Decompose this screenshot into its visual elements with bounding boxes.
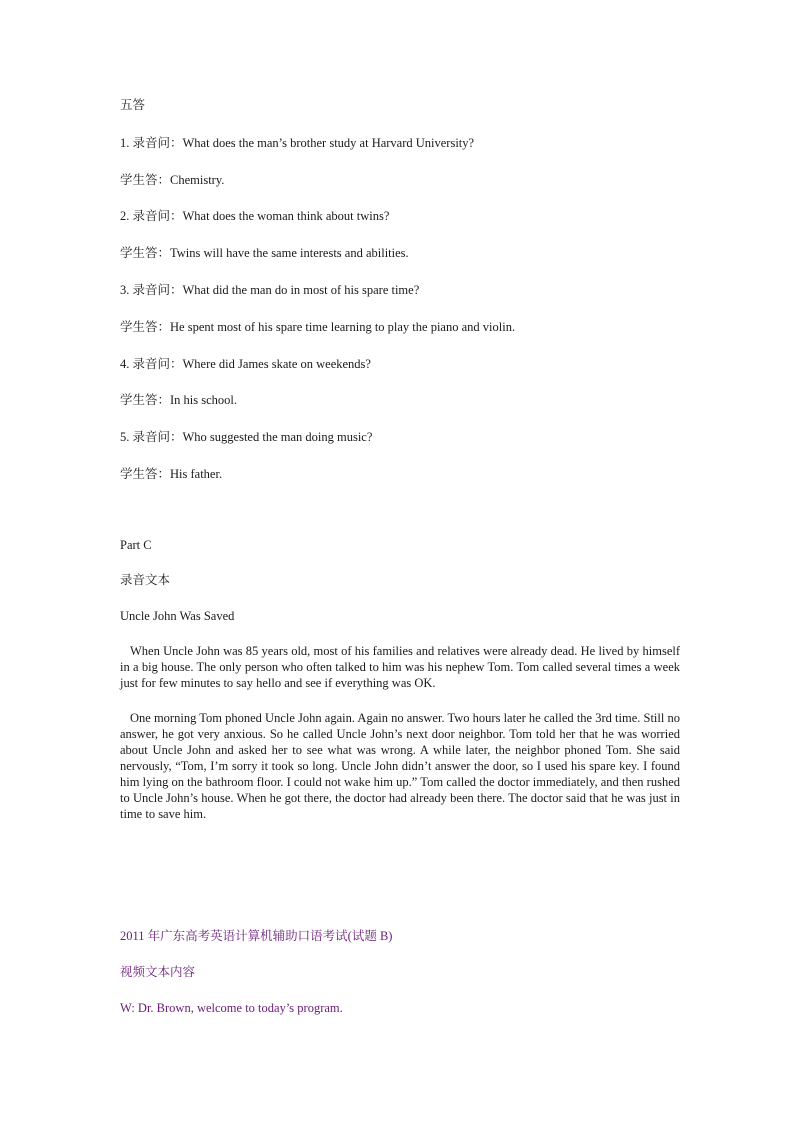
- story-paragraph-1-text: When Uncle John was 85 years old, most of his families and relatives were already dead. He lived by himself in a big house. The only person who often talked to him was his nephew Tom. Tom called several times a week just for few minutes to say hello and see if everything was OK.: [120, 644, 680, 690]
- story-paragraph-2-text: One morning Tom phoned Uncle John again. Again no answer. Two hours later he called the 3rd time. Still no answer, he got very anxious. So he called Uncle John’s next door neighbor. Tom told her that he was worried about Uncle John and asked her to see what was wrong. A while later, the neighbor phoned Tom. She said nervously, “Tom, I’m sorry it took so long. Uncle John didn’t answer the door, so I used his spare key. I found him lying on the bathroom floor. I could not wake him up.” Tom called the doctor immediately, and then rushed to Uncle John’s house. When he got there, the doctor had already been there. The doctor said that he was just in time to save him.: [120, 711, 680, 821]
- answer-5: 学生答：His father.: [120, 467, 223, 481]
- question-2: 2. 录音问：What does the woman think about twins?: [120, 209, 390, 223]
- question-1: 1. 录音问：What does the man’s brother study at Harvard University?: [120, 136, 475, 150]
- exam-subtitle: 视频文本内容: [120, 965, 196, 979]
- question-4: 4. 录音问：Where did James skate on weekends?: [120, 357, 371, 371]
- story-paragraph-1: [120, 643, 680, 691]
- exam-title: 2011 年广东高考英语计算机辅助口语考试(试题 B): [120, 929, 393, 943]
- question-5: 5. 录音问：Who suggested the man doing music?: [120, 430, 373, 444]
- story-title: Uncle John Was Saved: [120, 609, 235, 623]
- dialogue-line-1: W: Dr. Brown, welcome to today’s program.: [120, 1001, 343, 1015]
- answer-4: 学生答：In his school.: [120, 393, 238, 407]
- answer-1: 学生答：Chemistry.: [120, 173, 225, 187]
- section-heading: 五答: [120, 98, 146, 112]
- answer-3: 学生答：He spent most of his spare time learning to play the piano and violin.: [120, 320, 516, 334]
- answer-2: 学生答：Twins will have the same interests and abilities.: [120, 246, 409, 260]
- question-3: 3. 录音问：What did the man do in most of his spare time?: [120, 283, 420, 297]
- story-paragraph-2: [120, 710, 680, 822]
- part-c-label: Part C: [120, 538, 152, 552]
- part-c-subtitle: 录音文本: [120, 573, 171, 587]
